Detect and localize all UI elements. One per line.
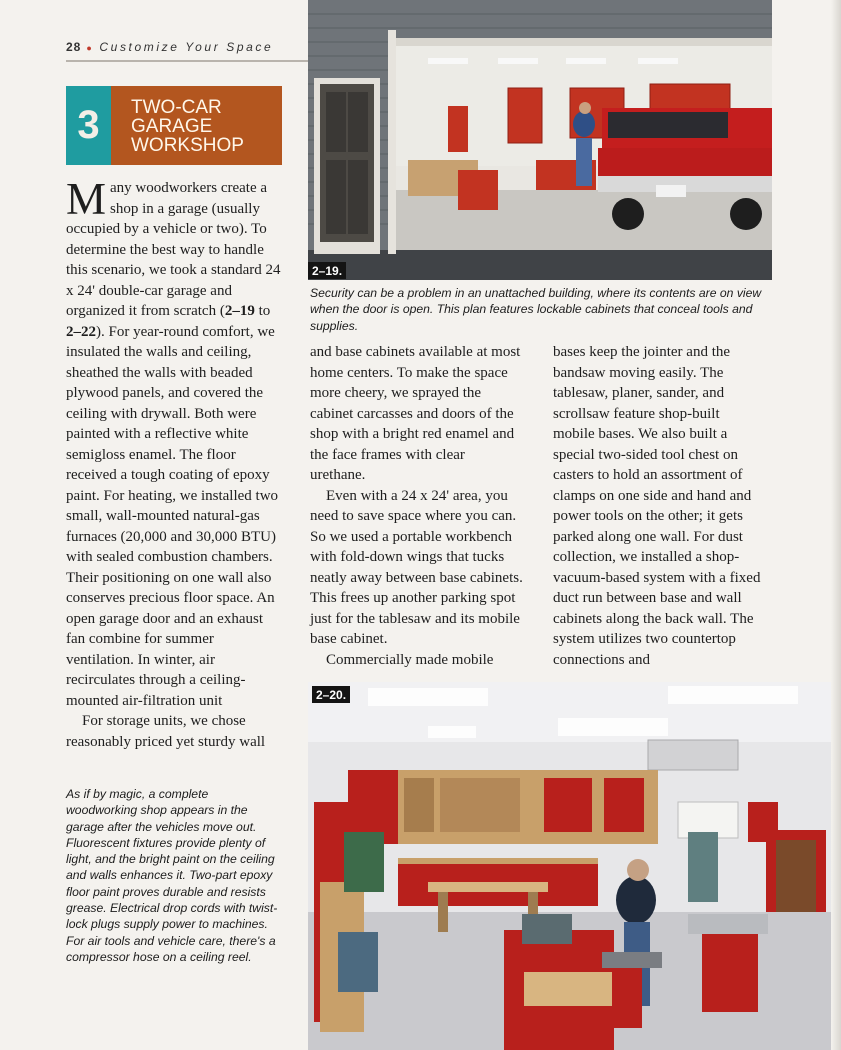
body-paragraph: Commercially made mobile — [326, 651, 494, 668]
section-banner — [66, 86, 282, 165]
section-title: Customize Your Space — [99, 40, 274, 54]
body-paragraph: ). For year-round comfort, we insulated the walls and ceiling, sheathed the walls with beaded plywood panels, and covered the ceiling with drywall. Both were painted with a reflective white semigloss enamel. The floor received a tough coating of epoxy paint. For heating, we installed two small, wall-mounted natural-gas furnaces (20,000 and 30,000 BTU) with sealed combustion chambers. Their positioning on one wall also conserves precious floor space. An open garage door and an exhaust fan combine for summer ventilation. In winter, air recirculates through a ceiling-mounted air-filtration unit — [66, 323, 279, 709]
body-paragraph: For storage units, we chose reasonably priced yet sturdy wall — [66, 713, 266, 750]
figure-caption-2-19: Security can be a problem in an unattached building, where its contents are on view when the door is open. This plan features lockable cabinets that conceal tools and supplies. — [310, 286, 762, 333]
running-head — [66, 40, 273, 54]
photo-garage-exterior — [308, 0, 772, 280]
body-column-2 — [310, 342, 524, 670]
header-rule — [66, 60, 308, 62]
photo-workshop-interior — [308, 682, 831, 1050]
section-title-banner — [131, 98, 281, 155]
ref-join: to — [254, 303, 271, 319]
body-opening: any woodworkers create a shop in a garage (usually occupied by a vehicle or two). To determine the best way to handle this scenario, we took a standard 24 x 24' double-car garage and organized it from scratch ( — [66, 180, 281, 319]
body-paragraph: bases keep the jointer and the bandsaw moving easily. The tablesaw, planer, sander, and scrollsaw feature shop-built mobile bases. We also built a special two-sided tool chest on casters to hold an assortment of clamps on one side and hand and power tools on the other; it gets parked along one wall. For dust collection, we installed a shop-vacuum-based system with a fixed duct run between base and wall cabinets along the back wall. The system utilizes two countertop connections and — [553, 344, 761, 668]
page-number: 28 — [66, 40, 82, 54]
banner-title-line: TWO-CAR — [131, 97, 222, 118]
body-column-3 — [553, 342, 763, 670]
body-paragraph: and base cabinets available at most home centers. To make the space more cheery, we sprayed the cabinet carcasses and doors of the shop with a bright red enamel and the face frames with clear urethane. — [310, 344, 521, 483]
figure-label-2-19: 2–19. — [308, 262, 346, 279]
body-column-1 — [66, 174, 282, 752]
garage-illustration — [308, 0, 772, 280]
banner-title-line: GARAGE — [131, 116, 213, 137]
body-paragraph: Even with a 24 x 24' area, you need to save space where you can. So we used a portable workbench with fold-down wings that tucks neatly away between base cabinets. This frees up another parking spot just for the tablesaw and its mobile base cabinet. — [310, 487, 523, 647]
banner-title-line: WORKSHOP — [131, 135, 244, 156]
section-number: 3 — [77, 103, 100, 147]
figure-ref: 2–19 — [224, 303, 255, 319]
bullet-icon: ● — [86, 43, 95, 53]
figure-label-2-20: 2–20. — [312, 686, 350, 703]
workshop-illustration — [308, 682, 831, 1050]
page-edge — [831, 0, 841, 1050]
figure-ref: 2–22 — [66, 323, 96, 340]
drop-cap: M — [66, 174, 107, 224]
figure-caption-2-20: As if by magic, a complete woodworking shop appears in the garage after the vehicles move out. Fluorescent fixtures provide plenty of light, and the bright paint on the ceiling and walls enhances it. Two-part epoxy floor paint proves durable and resists grease. Electrical drop cords with twist-lock plugs supply power to machines. For air tools and vehicle care, there's a compressor hose on a ceiling reel. — [66, 787, 278, 964]
